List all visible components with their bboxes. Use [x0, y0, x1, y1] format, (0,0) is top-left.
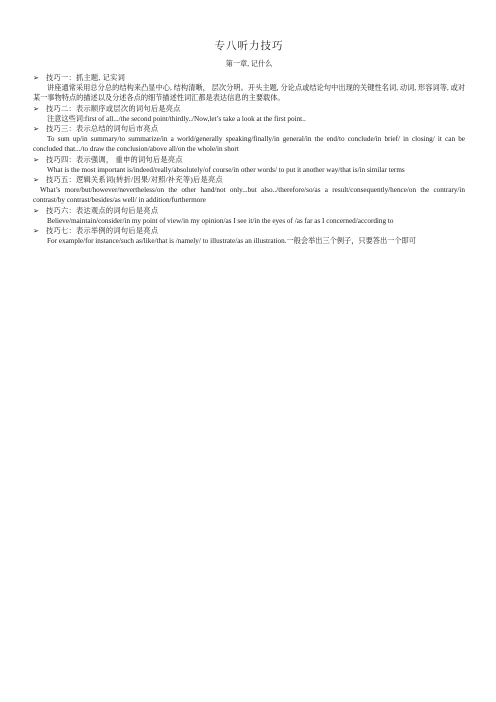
- section-heading: 技巧四：表示强调， 重申的词句后是亮点: [46, 155, 183, 164]
- section-7: [33, 226, 465, 246]
- section-body: Believe/maintain/consider/in my point of view/in my opinion/as I see it/in the eyes of /as far as I concerned/according to: [47, 216, 394, 225]
- section-5: [33, 175, 465, 206]
- section-heading-line: [33, 73, 465, 83]
- document-title: 专八听力技巧: [214, 41, 284, 52]
- section-body: To sum up/in summary/to summarize/in a world/generally speaking/finally/in general/in the end/to conclude/in brief/ in closing/ it can be concluded that.../to draw the conclusion/above all/on the whole/in short: [33, 135, 465, 154]
- section-body: 讲座通常采用总分总的结构来凸显中心, 结构清晰， 层次分明。开头主题, 分论点或结论句中出现的关键性名词, 动词, 形容词等, 或对某一事物特点的描述以及分述各点的细节描述性词汇都是表达信息的主要载体。: [33, 84, 465, 103]
- arrow-bullet-icon: ➢: [33, 205, 40, 215]
- section-heading-line: [33, 124, 465, 134]
- arrow-bullet-icon: ➢: [33, 103, 40, 113]
- section-body: What is the most important is/indeed/really/absolutely/of course/in other words/ to put it another way/that is/in similar terms: [47, 165, 405, 174]
- section-heading: 技巧六：表达观点的词句后是亮点: [46, 206, 159, 215]
- section-heading: 技巧七：表示举例的词句后是亮点: [46, 227, 159, 236]
- section-heading-line: [33, 226, 465, 236]
- section-heading: 技巧三：表示总结的词句后市亮点: [46, 125, 159, 134]
- arrow-bullet-icon: ➢: [33, 175, 40, 185]
- section-body: 注意这些词:first of all.../the second point/thirdly../Now,let’s take a look at the first point..: [47, 114, 306, 123]
- arrow-bullet-icon: ➢: [33, 154, 40, 164]
- section-heading-line: [33, 104, 465, 114]
- section-heading-line: [33, 175, 465, 185]
- chapter-heading: 第一章, 记什么: [225, 60, 273, 68]
- section-heading-line: [33, 155, 465, 165]
- arrow-bullet-icon: ➢: [33, 226, 40, 236]
- section-heading-line: [33, 206, 465, 216]
- section-body: For example/for instance/such as/like/that is /namely/ to illustrate/as an illustration.一般会举出三个例子，只要答出一个即可: [47, 237, 416, 246]
- section-heading: 技巧一：抓主题, 记实词: [46, 74, 126, 82]
- section-4: [33, 155, 465, 175]
- arrow-bullet-icon: ➢: [33, 73, 40, 82]
- document-content: [33, 38, 465, 246]
- section-6: [33, 206, 465, 226]
- section-heading: 技巧二：表示顺序或层次的词句后是亮点: [46, 104, 181, 113]
- section-2: [33, 104, 465, 124]
- arrow-bullet-icon: ➢: [33, 124, 40, 134]
- section-heading: 技巧五：逻辑关系词(转折/因果/对照/补充等)后是亮点: [46, 176, 224, 185]
- section-1: [33, 73, 465, 104]
- section-3: [33, 124, 465, 155]
- section-body: What’s more/but/however/nevertheless/on the other hand/not only...but also../therefore/so/as a result/consequently/hence/on the contrary/in contrast/by contrast/besides/as well/ in addition/furthermore: [33, 186, 465, 205]
